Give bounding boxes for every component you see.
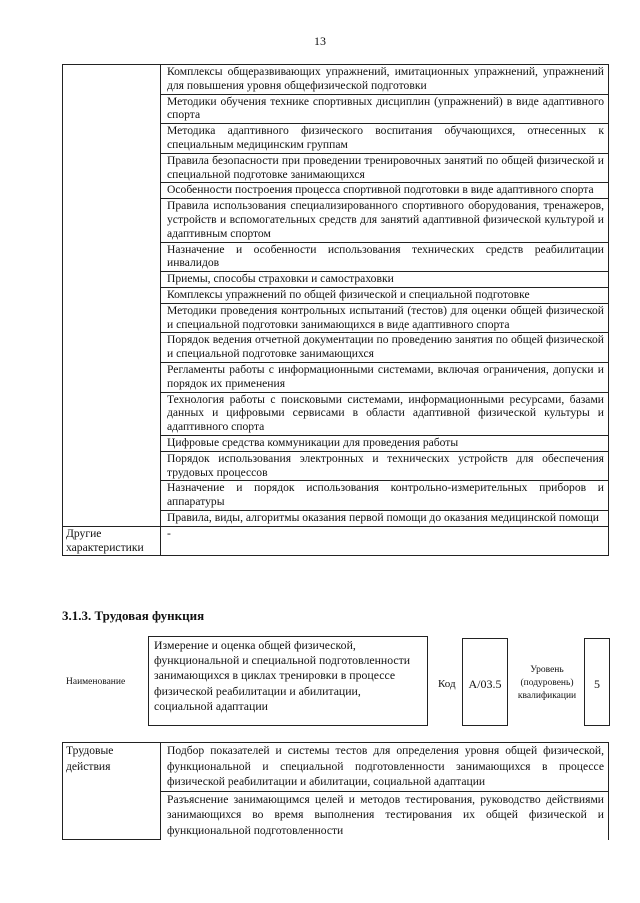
- knowledge-item: Цифровые средства коммуникации для проведения работы: [161, 435, 609, 451]
- knowledge-item: Порядок ведения отчетной документации по проведению занятия по общей физической и специальной подготовке занимающихся: [161, 333, 609, 363]
- knowledge-label-cell: [63, 65, 161, 527]
- knowledge-item: Назначение и особенности использования технических средств реабилитации инвалидов: [161, 242, 609, 272]
- knowledge-item: Приемы, способы страховки и самостраховки: [161, 272, 609, 288]
- code-label: Код: [438, 678, 456, 690]
- knowledge-item: Технология работы с поисковыми системами, информационными ресурсами, базами данных и цифровыми сервисами в области адаптивной физической культуры и адаптивного спорта: [161, 392, 609, 435]
- knowledge-item: Назначение и порядок использования контрольно-измерительных приборов и аппаратуры: [161, 481, 609, 511]
- knowledge-item: Методики обучения технике спортивных дисциплин (упражнений) в виде адаптивного спорта: [161, 94, 609, 124]
- other-characteristics-label: Другие характеристики: [63, 526, 161, 556]
- code-box: А/03.5: [462, 638, 508, 726]
- knowledge-item: Правила безопасности при проведении тренировочных занятий по общей физической и специальной подготовке занимающихся: [161, 153, 609, 183]
- other-characteristics-row: [63, 526, 609, 556]
- labor-actions-table: [62, 742, 609, 840]
- qualification-level-label: Уровень (подуровень) квалификации: [517, 665, 577, 701]
- knowledge-item: Правила, виды, алгоритмы оказания первой помощи до оказания медицинской помощи: [161, 510, 609, 526]
- name-label: Наименование: [66, 677, 126, 687]
- knowledge-item: Правила использования специализированного спортивного оборудования, тренажеров, устройств и вспомогательных средств для занятий адаптивной физической культурой и адаптивным спортом: [161, 199, 609, 242]
- knowledge-item: Комплексы упражнений по общей физической и специальной подготовке: [161, 287, 609, 303]
- knowledge-item: Комплексы общеразвивающих упражнений, имитационных упражнений, упражнений для повышения уровня общефизической подготовки: [161, 65, 609, 95]
- knowledge-item: Регламенты работы с информационными системами, включая ограничения, допуски и порядок их применения: [161, 362, 609, 392]
- qualification-level-box: 5: [584, 638, 610, 726]
- knowledge-item: Порядок использования электронных и технических устройств для обеспечения трудовых процессов: [161, 451, 609, 481]
- knowledge-item: Методики проведения контрольных испытаний (тестов) для оценки общей физической и специальной подготовки занимающихся в виде адаптивного спорта: [161, 303, 609, 333]
- section-title: 3.1.3. Трудовая функция: [62, 608, 205, 623]
- knowledge-table: [62, 64, 609, 556]
- knowledge-row: [63, 65, 609, 95]
- page-number: 13: [314, 34, 326, 48]
- other-characteristics-value: -: [161, 526, 609, 556]
- knowledge-item: Методика адаптивного физического воспитания обучающихся, отнесенных к специальным медицинским группам: [161, 124, 609, 154]
- labor-action-row: [63, 743, 609, 792]
- labor-actions-label: Трудовые действия: [63, 743, 161, 840]
- labor-action-item: Подбор показателей и системы тестов для определения уровня общей физической, функциональной и специальной подготовленности занимающихся в процессе физической реабилитации и абилитации, социальной адаптации: [161, 743, 609, 792]
- knowledge-item: Особенности построения процесса спортивной подготовки в виде адаптивного спорта: [161, 183, 609, 199]
- labor-action-item: Разъяснение занимающимся целей и методов тестирования, руководство действиями занимающихся во время выполнения тестирования их общей физической и функциональной подготовленности: [161, 791, 609, 839]
- function-name-box: Измерение и оценка общей физической, функциональной и специальной подготовленности занимающихся в циклах тренировки в процессе физической реабилитации и абилитации, социальной адаптации: [148, 636, 428, 726]
